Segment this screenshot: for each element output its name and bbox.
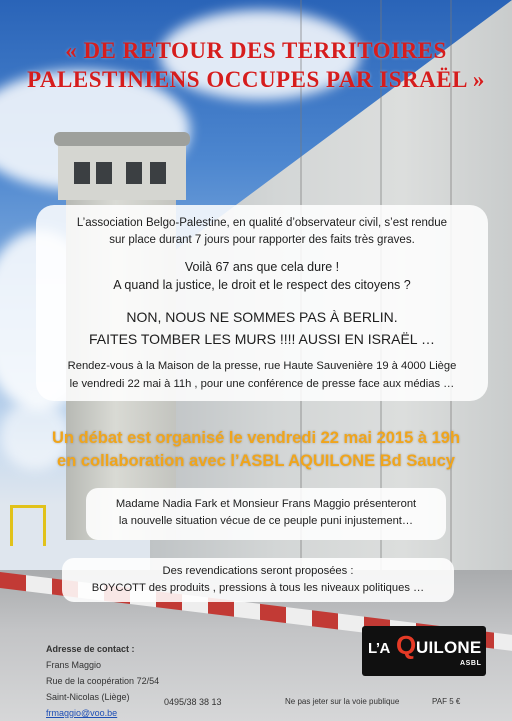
contact-street: Rue de la coopération 72/54: [46, 676, 160, 686]
yellow-fence: [10, 505, 46, 546]
contact-phone: 0495/38 38 13: [164, 697, 222, 707]
intro-text: L’association Belgo-Palestine, en qualité d’observateur civil, s’est rendue sur place durant 7 jours pour rapporter des faits très graves.: [76, 217, 448, 246]
litter-note: Ne pas jeter sur la voie publique: [285, 697, 400, 706]
aquilone-logo: L’A Q UILONE ASBL: [362, 626, 486, 676]
poster-title: [0, 36, 512, 94]
question-text: Voilà 67 ans que cela dure ! A quand la justice, le droit et le respect des citoyens ?: [113, 260, 411, 292]
contact-heading: Adresse de contact :: [46, 644, 135, 654]
contact-name: Frans Maggio: [46, 660, 102, 670]
speakers-box: Madame Nadia Fark et Monsieur Frans Maggio présenteront la nouvelle situation vécue de ce peuple puni injustement…: [86, 488, 446, 540]
title-line-1: « DE RETOUR DES TERRITOIRES: [65, 38, 447, 63]
title-line-2: PALESTINIENS OCCUPES PAR ISRAËL »: [27, 67, 485, 92]
debate-announcement: Un débat est organisé le vendredi 22 mai 2015 à 19h en collaboration avec l’ASBL AQUILONE Bd Saucy: [51, 429, 461, 470]
demands-box: Des revendications seront proposées : BOYCOTT des produits , pressions à tous les niveaux politiques …: [62, 558, 454, 602]
main-info-panel: [36, 205, 488, 401]
press-conference-text: Rendez-vous à la Maison de la presse, rue Haute Sauvenière 19 à 4000 Liège le vendredi 22 mai à 11h , pour une conférence de presse face aux médias …: [67, 360, 457, 390]
slogan-text: NON, NOUS NE SOMMES PAS À BERLIN. FAITES TOMBER LES MURS !!!! AUSSI EN ISRAËL …: [89, 309, 435, 347]
contact-block: [46, 641, 246, 721]
entry-price: PAF 5 €: [432, 697, 461, 706]
contact-email-link[interactable]: frmaggio@voo.be: [46, 708, 118, 718]
contact-city: Saint-Nicolas (Liège): [46, 692, 130, 702]
